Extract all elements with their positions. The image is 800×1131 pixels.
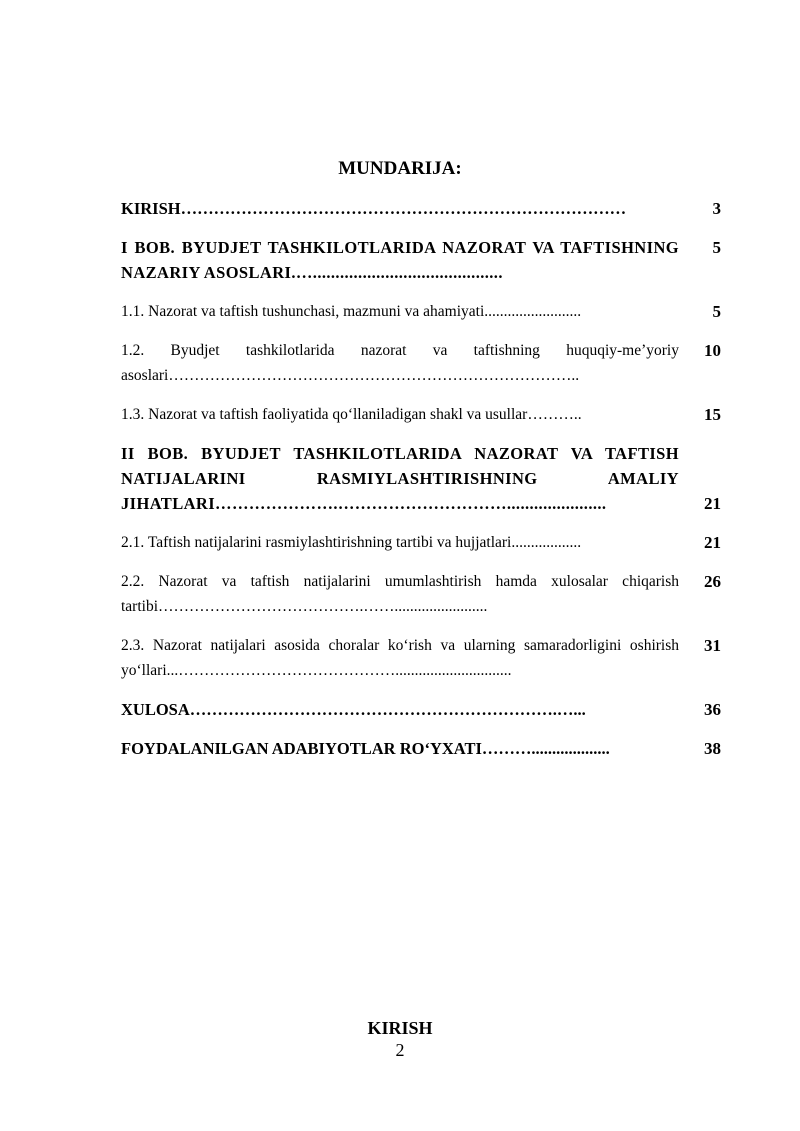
table-of-contents [121,196,721,775]
toc-entry-conclusion [121,697,721,722]
toc-entry-references [121,736,721,761]
toc-entry-1-3 [121,402,721,427]
toc-entry-text: 2.1. Taftish natijalarini rasmiylashtirishning tartibi va hujjatlari.................. [121,534,582,551]
toc-entry-text: 2.3. Nazorat natijalari asosida choralar ko‘rish va ularning samaradorligini oshirish yo‘llari...…………………………………….............................. [121,637,679,679]
toc-entry-page: 36 [704,700,721,719]
toc-entry-2-3 [121,633,721,683]
toc-entry-text: 1.3. Nazorat va taftish faoliyatida qo‘llaniladigan shakl va usullar……….. [121,406,582,423]
toc-entry-chapter-2 [121,441,721,516]
toc-entry-page: 26 [704,572,721,591]
toc-entry-2-2 [121,569,721,619]
toc-entry-text: II BOB. BYUDJET TASHKILOTLARIDA NAZORAT VA TAFTISH NATIJALARINI RASMIYLASHTIRISHNING AMALIY JIHATLARI………………….…………………………...................... [121,444,679,513]
toc-entry-1-2 [121,338,721,388]
toc-entry-page: 21 [704,494,721,513]
toc-entry-text: I BOB. BYUDJET TASHKILOTLARIDA NAZORAT VA TAFTISHNING NAZARIY ASOSLARI.….......................................... [121,238,679,282]
toc-entry-page: 3 [712,199,721,218]
toc-entry-text: KIRISH……………………………………………………………………… [121,199,627,218]
next-section-heading: KIRISH [367,1018,433,1038]
toc-entry-page: 5 [712,238,721,257]
toc-entry-text: FOYDALANILGAN ADABIYOTLAR RO‘YXATI………................... [121,739,610,758]
toc-entry-introduction [121,196,721,221]
toc-entry-chapter-1 [121,235,721,285]
toc-entry-1-1 [121,299,721,324]
toc-entry-page: 5 [712,302,721,321]
toc-entry-2-1 [121,530,721,555]
toc-title: MUNDARIJA: [338,158,462,179]
toc-entry-text: 1.2. Byudjet tashkilotlarida nazorat va taftishning huquqiy-me’yoriy asoslari…………………………………………………………………….. [121,342,679,384]
toc-entry-text: 2.2. Nazorat va taftish natijalarini umumlashtirish hamda xulosalar chiqarish tartibi………………………………….……........................ [121,573,679,615]
toc-entry-page: 38 [704,739,721,758]
toc-entry-text: XULOSA………………………………………………………….…... [121,700,586,719]
toc-entry-page: 15 [704,405,721,424]
toc-entry-page: 31 [704,636,721,655]
page-number: 2 [395,1040,405,1060]
toc-entry-page: 21 [704,533,721,552]
toc-entry-text: 1.1. Nazorat va taftish tushunchasi, mazmuni va ahamiyati......................... [121,303,582,320]
toc-entry-page: 10 [704,341,721,360]
